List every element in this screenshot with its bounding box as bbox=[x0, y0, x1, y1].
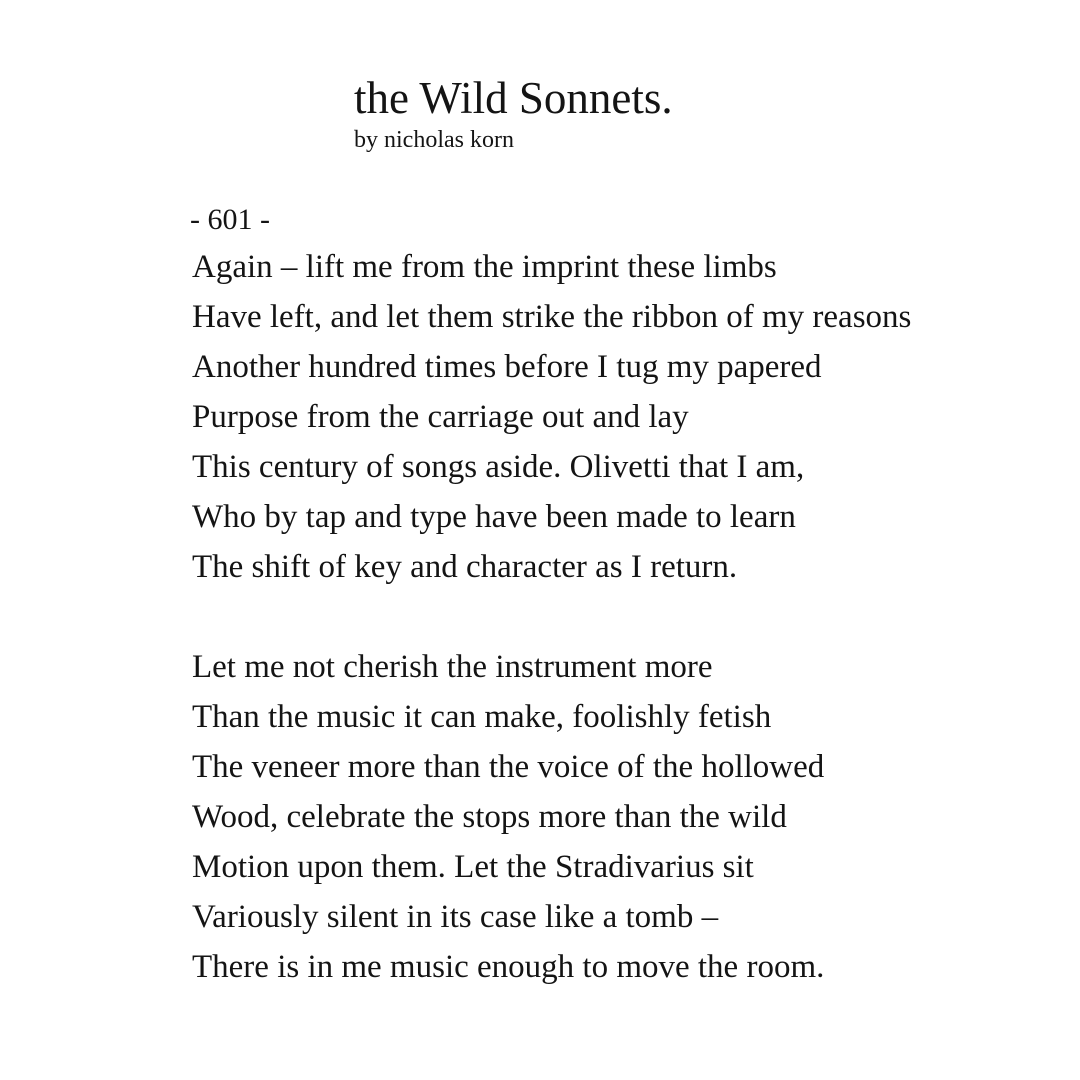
poem-line: Have left, and let them strike the ribbon of my reasons bbox=[192, 299, 912, 335]
poem-line: There is in me music enough to move the room. bbox=[192, 949, 825, 985]
poem-line: Another hundred times before I tug my papered bbox=[192, 349, 822, 385]
poem-number: - 601 - bbox=[190, 203, 270, 236]
header bbox=[354, 72, 673, 154]
author-byline: by nicholas korn bbox=[354, 127, 514, 153]
poem-line: Motion upon them. Let the Stradivarius sit bbox=[192, 849, 754, 885]
page-title: the Wild Sonnets. bbox=[354, 73, 673, 123]
poem-line: The shift of key and character as I return. bbox=[192, 549, 738, 585]
poem-line: Again – lift me from the imprint these limbs bbox=[192, 249, 777, 285]
poem-line: Who by tap and type have been made to learn bbox=[192, 499, 796, 535]
poem-line: The veneer more than the voice of the hollowed bbox=[192, 749, 825, 785]
poem bbox=[192, 198, 1052, 992]
stanza-2 bbox=[192, 642, 1052, 992]
poem-line: Let me not cherish the instrument more bbox=[192, 649, 713, 685]
poem-line: Than the music it can make, foolishly fetish bbox=[192, 699, 772, 735]
poem-line: Variously silent in its case like a tomb – bbox=[192, 899, 719, 935]
poem-line: This century of songs aside. Olivetti that I am, bbox=[192, 449, 805, 485]
poem-line: Purpose from the carriage out and lay bbox=[192, 399, 689, 435]
stanza-1 bbox=[192, 242, 1052, 592]
poem-line: Wood, celebrate the stops more than the wild bbox=[192, 799, 787, 835]
